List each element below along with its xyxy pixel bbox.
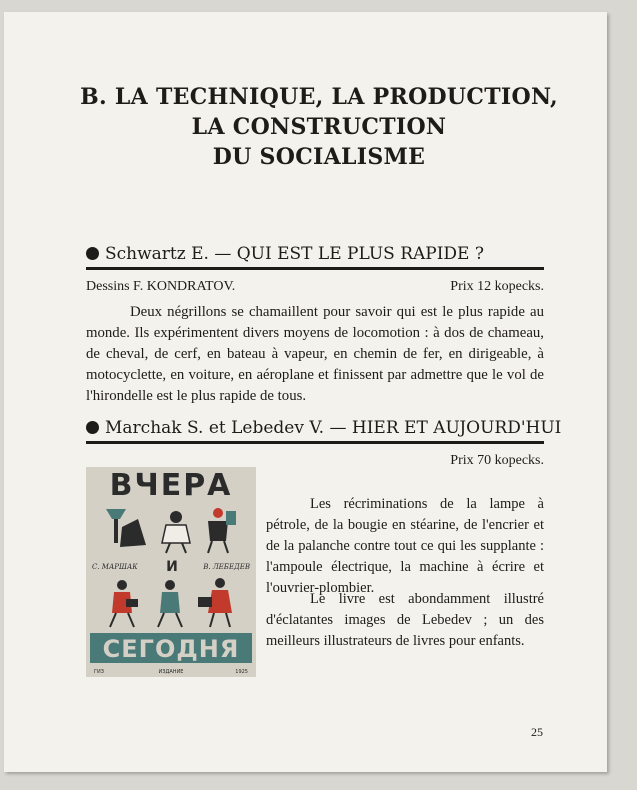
cover-footer-left: ГИЗ bbox=[94, 669, 104, 675]
cover-author-joiner: И bbox=[166, 559, 178, 575]
section-heading-text: Schwartz E. — QUI EST LE PLUS RAPIDE ? bbox=[105, 244, 484, 264]
page-number: 25 bbox=[531, 725, 543, 739]
price-label: Prix 70 kopecks. bbox=[450, 453, 544, 468]
page-title-line-1: B. LA TECHNIQUE, LA PRODUCTION, bbox=[80, 84, 558, 110]
section-paragraph-1: Les récriminations de la lampe à pétrole, de la bougie en stéarine, de l'encrier et de la palanche contre tout ce qui les supplante : l'ampoule électrique, la machine à écrire et l'ouvrier-plombier. bbox=[266, 496, 544, 596]
section-description: Deux négrillons se chamaillent pour savoir qui est le plus rapide au monde. Ils expérimentent divers moyens de locomotion : à dos de chameau, de cheval, de cerf, en bateau à vapeur, en chemin de fer, en dirigeable, à motocyclette, en voiture, en aéroplane et finissent par admettre que le vol de l'hirondelle est le plus rapide de tous. bbox=[86, 304, 544, 404]
cover-footer-center: ИЗДАНИЕ bbox=[158, 669, 184, 675]
section-meta bbox=[86, 278, 544, 296]
section-heading-text: Marchak S. et Lebedev V. — HIER ET AUJOURD'HUI bbox=[105, 418, 562, 438]
bullet-icon bbox=[86, 247, 99, 260]
page-title bbox=[4, 82, 607, 172]
book-cover-illustration bbox=[86, 467, 256, 677]
bullet-icon bbox=[86, 421, 99, 434]
page-title-line-2: LA CONSTRUCTION bbox=[191, 114, 447, 140]
illustrator-credit: Dessins F. KONDRATOV. bbox=[86, 279, 236, 294]
section-heading-schwartz bbox=[86, 242, 544, 270]
document-page bbox=[4, 12, 607, 772]
section-paragraph-2: Le livre est abondamment illustré d'éclatantes images de Lebedev ; un des meilleurs illustrateurs de livres pour enfants. bbox=[266, 591, 544, 649]
cover-footer-right: 1925 bbox=[235, 669, 248, 675]
book-cover-image bbox=[86, 467, 256, 677]
cover-title-top: ВЧЕРА bbox=[109, 468, 233, 503]
section-heading-marchak bbox=[86, 416, 562, 444]
price-label: Prix 12 kopecks. bbox=[450, 279, 544, 294]
cover-author-left: С. МАРШАК bbox=[92, 563, 138, 571]
cover-title-bottom: СЕГОДНЯ bbox=[102, 635, 240, 663]
page-title-line-3: DU SOCIALISME bbox=[212, 144, 426, 170]
cover-author-right: В. ЛЕБЕДЕВ bbox=[203, 563, 250, 571]
